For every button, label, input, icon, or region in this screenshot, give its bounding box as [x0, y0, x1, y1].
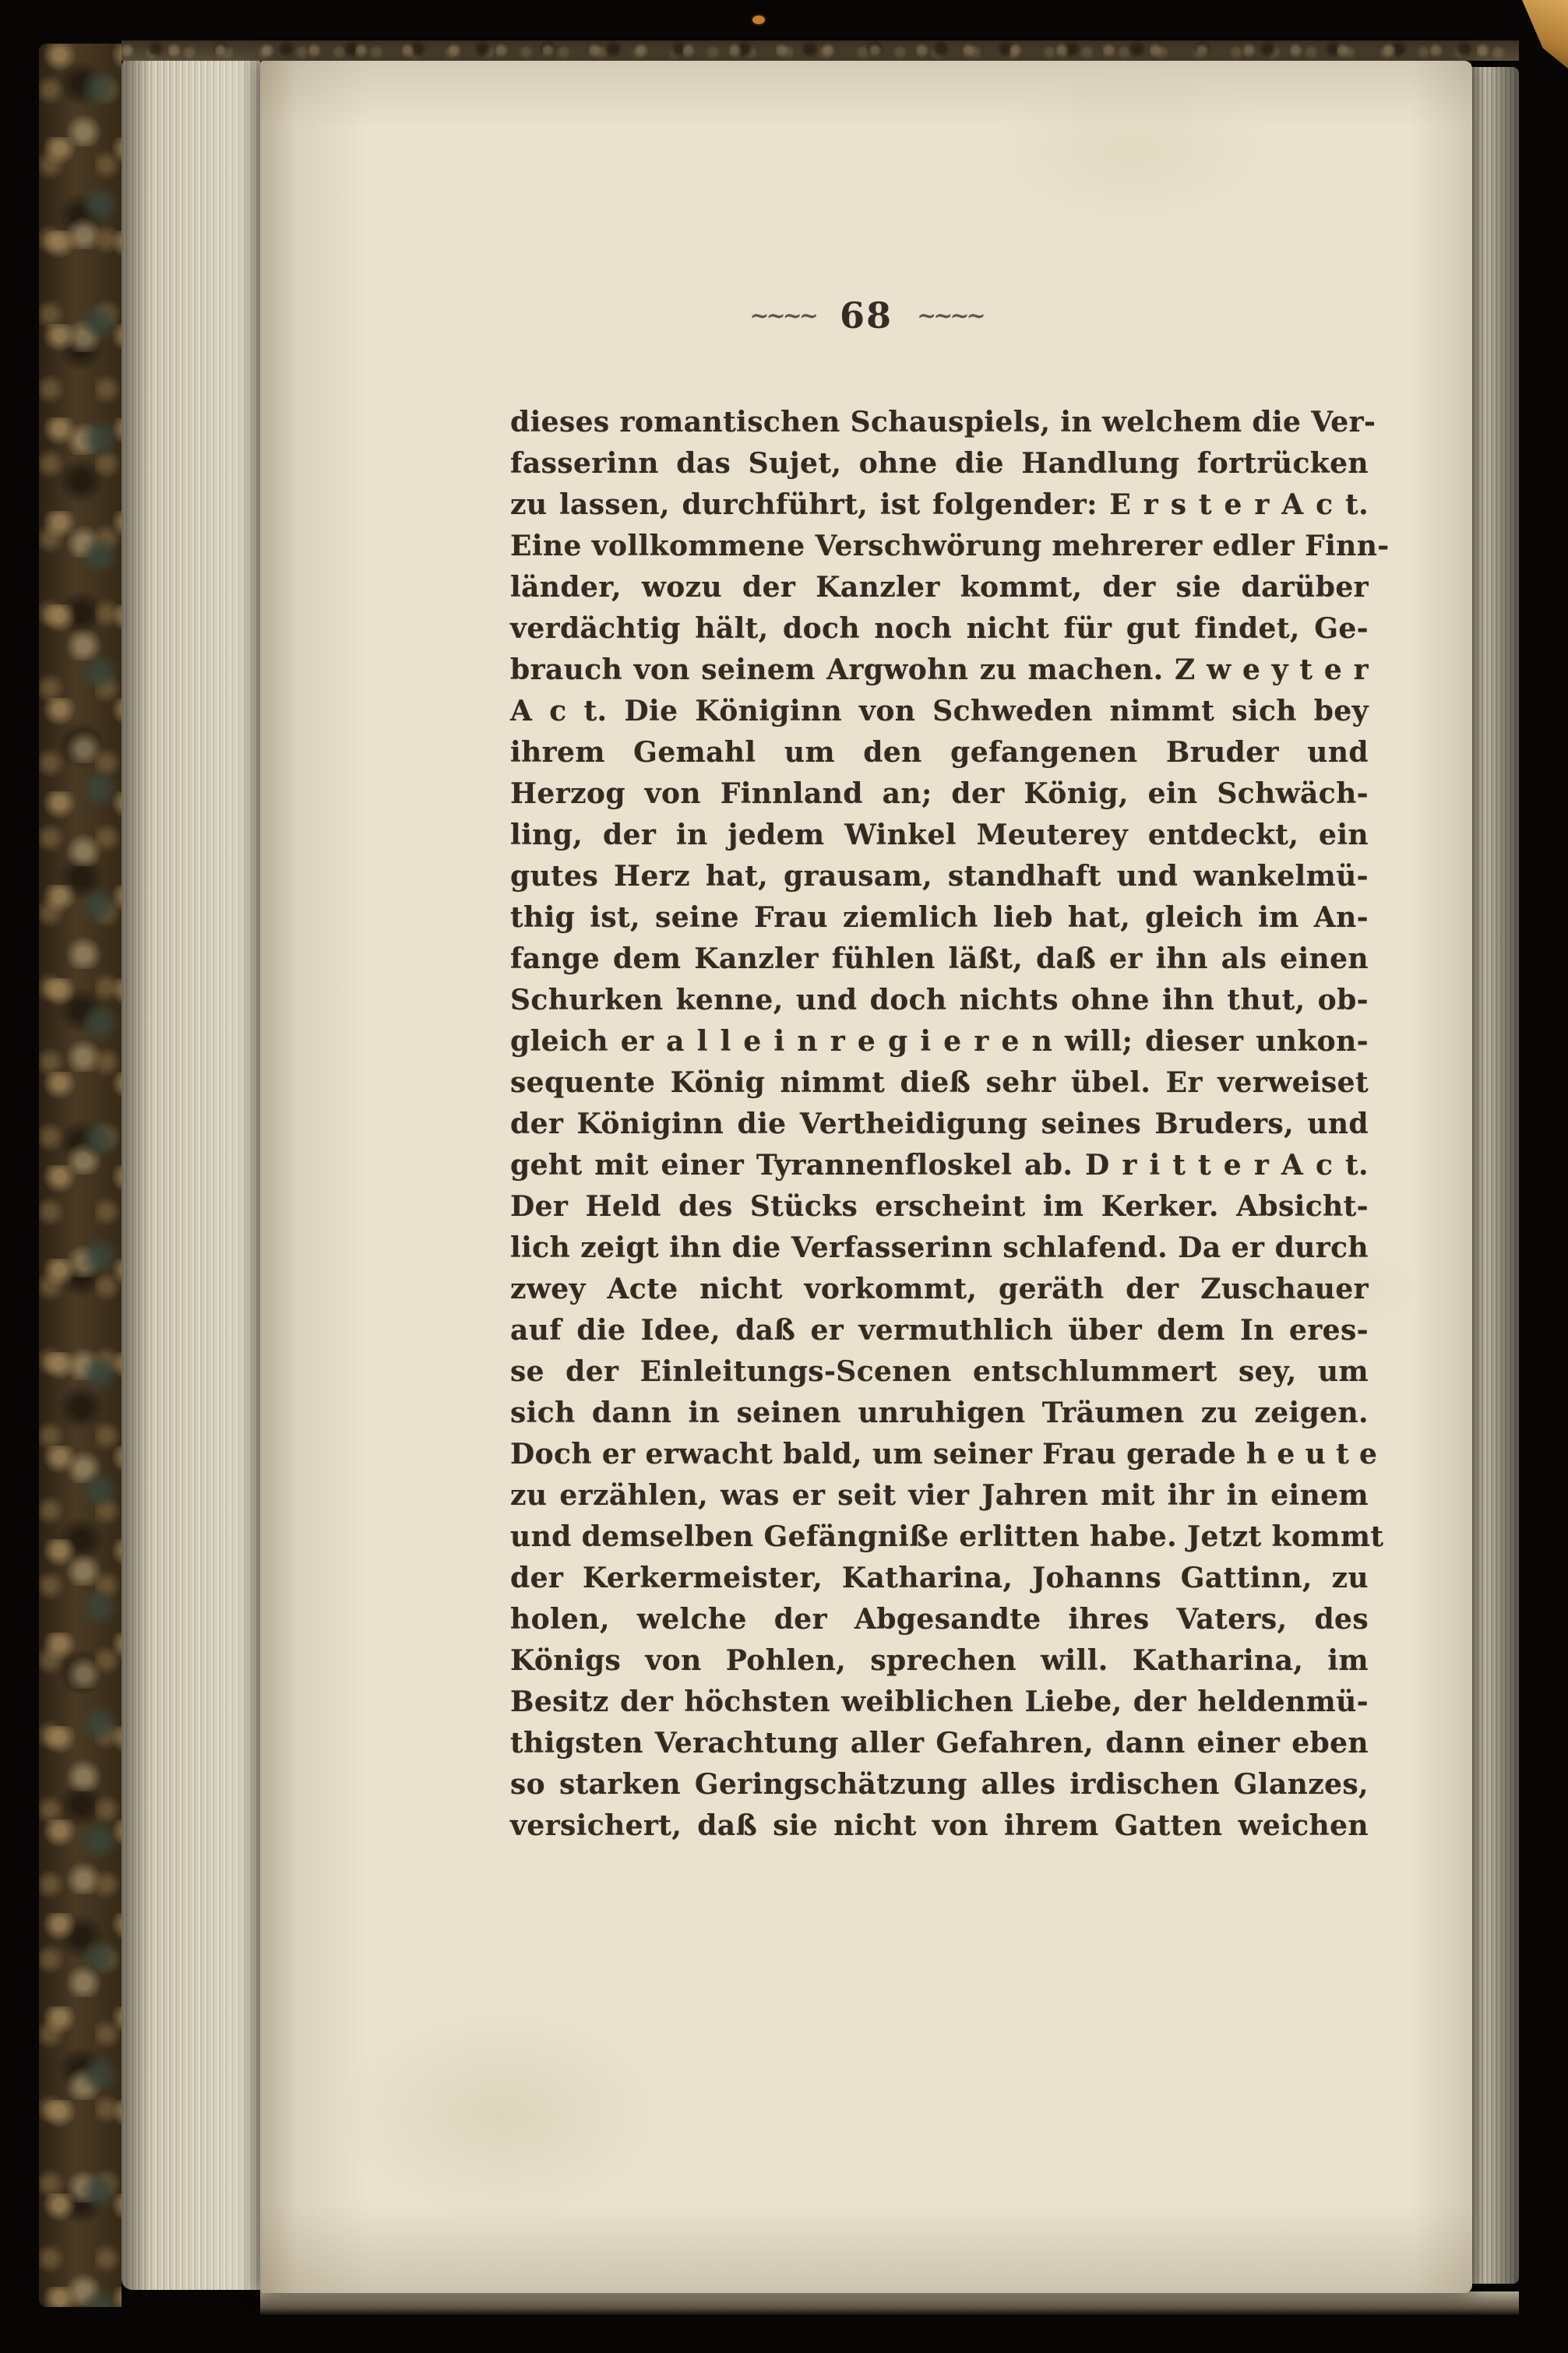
text-line: und demselben Gefängniße erlitten habe. Jetzt kommt — [510, 1520, 1384, 1553]
marbled-cover-board — [39, 44, 122, 2307]
header-ornament-left: ~~~~ — [749, 302, 816, 329]
text-line: versichert, daß sie nicht von ihrem Gatten weichen — [510, 1809, 1369, 1842]
text-line: se der Einleitungs-Scenen entschlummert sey, um — [510, 1355, 1369, 1388]
text-line: der Kerkermeister, Katharina, Johanns Gattinn, zu — [510, 1562, 1369, 1594]
text-line: zwey Acte nicht vorkommt, geräth der Zuschauer — [510, 1273, 1369, 1305]
text-line: Schurken kenne, und doch nichts ohne ihn thut, ob- — [510, 984, 1369, 1016]
text-line: fange dem Kanzler fühlen läßt, daß er ihn als einen — [510, 942, 1369, 975]
dust-speck — [752, 16, 765, 24]
text-line: brauch von seinem Argwohn zu machen. Z w e y t e r — [510, 653, 1369, 686]
text-line: der Königinn die Vertheidigung seines Bruders, und — [510, 1108, 1369, 1140]
book-bottom-edge — [260, 2291, 1519, 2315]
book-page — [260, 61, 1472, 2293]
text-line: Eine vollkommene Verschwörung mehrerer edler Finn- — [510, 530, 1390, 562]
text-line: zu lassen, durchführt, ist folgender: E r s t e r A c t. — [510, 488, 1369, 521]
text-line: Der Held des Stücks erscheint im Kerker. Absicht- — [510, 1190, 1369, 1223]
text-line: Königs von Pohlen, sprechen will. Katharina, im — [510, 1644, 1369, 1677]
text-line: ihrem Gemahl um den gefangenen Bruder und — [510, 736, 1369, 769]
text-line: lich zeigt ihn die Verfasserinn schlafend. Da er durch — [510, 1231, 1369, 1264]
text-line: geht mit einer Tyrannenfloskel ab. D r i t t e r A c t. — [510, 1149, 1369, 1182]
text-line: dieses romantischen Schauspiels, in welchem die Ver- — [510, 406, 1376, 439]
text-line: Herzog von Finnland an; der König, ein Schwäch- — [510, 777, 1369, 810]
header-ornament-right: ~~~~ — [917, 302, 983, 329]
text-line: verdächtig hält, doch noch nicht für gut findet, Ge- — [510, 612, 1369, 645]
text-line: gutes Herz hat, grausam, standhaft und wankelmü- — [510, 860, 1369, 893]
text-line: zu erzählen, was er seit vier Jahren mit ihr in einem — [510, 1479, 1369, 1512]
text-line: gleich er a l l e i n r e g i e r e n will; dieser unkon- — [510, 1025, 1369, 1058]
page-text — [510, 402, 1390, 1847]
text-line: ling, der in jedem Winkel Meuterey entdeckt, ein — [510, 819, 1369, 851]
text-line: thig ist, seine Frau ziemlich lieb hat, gleich im An- — [510, 901, 1369, 934]
text-line: thigsten Verachtung aller Gefahren, dann einer eben — [510, 1727, 1369, 1759]
text-line: so starken Geringschätzung alles irdischen Glanzes, — [510, 1768, 1369, 1801]
text-line: Besitz der höchsten weiblichen Liebe, der heldenmü- — [510, 1685, 1369, 1718]
text-line: Doch er erwacht bald, um seiner Frau gerade h e u t e — [510, 1438, 1378, 1471]
text-line: A c t. Die Königinn von Schweden nimmt sich bey — [510, 695, 1369, 727]
book-top-edge — [122, 41, 1519, 61]
text-line: sich dann in seinen unruhigen Träumen zu zeigen. — [510, 1397, 1369, 1429]
text-line: sequente König nimmt dieß sehr übel. Er verweiset — [510, 1066, 1369, 1099]
adjacent-book-corner — [1512, 0, 1568, 69]
text-line: holen, welche der Abgesandte ihres Vaters, des — [510, 1603, 1369, 1636]
text-line: fasserinn das Sujet, ohne die Handlung fortrücken — [510, 447, 1369, 480]
text-line: auf die Idee, daß er vermuthlich über dem In eres- — [510, 1314, 1369, 1347]
page-header — [260, 294, 1472, 336]
left-page-edges — [122, 56, 260, 2290]
page-number: 68 — [839, 294, 893, 336]
text-line: länder, wozu der Kanzler kommt, der sie darüber — [510, 571, 1369, 604]
right-page-edges — [1471, 67, 1519, 2284]
